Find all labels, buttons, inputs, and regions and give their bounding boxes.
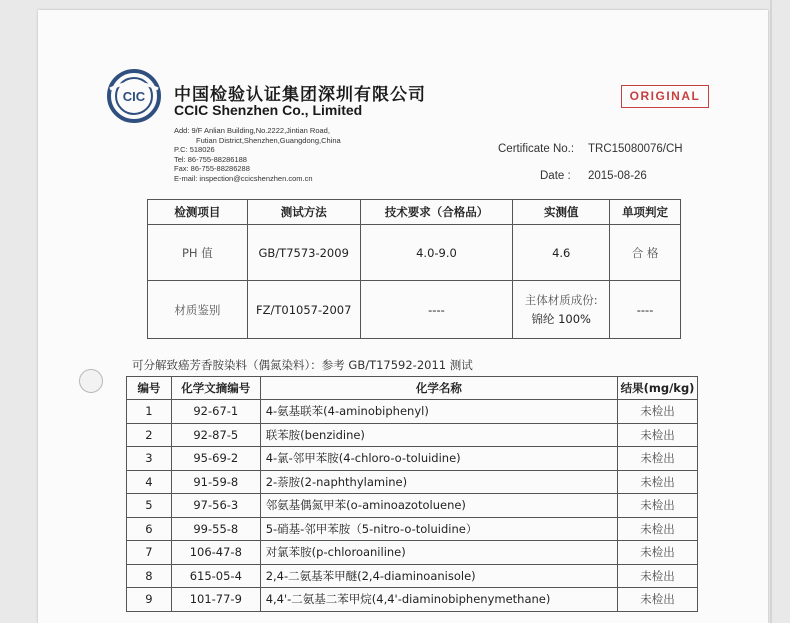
column-header: 测试方法 [247,200,360,225]
date-label: Date : [540,170,571,182]
row-number: 5 [127,494,172,518]
chemical-name: 4,4'-二氨基二苯甲烷(4,4'-diaminobiphenymethane) [260,588,617,612]
test-measured: 4.6 [513,225,610,281]
chemical-name: 2,4-二氨基苯甲醚(2,4-diaminoanisole) [260,564,617,588]
ccic-logo-icon [104,69,164,123]
column-header: 技术要求（合格品） [360,200,513,225]
chemical-name: 4-氯-邻甲苯胺(4-chloro-o-toluidine) [260,447,617,471]
test-judgement: ---- [610,281,681,339]
result-value: 未检出 [618,494,698,518]
cas-number: 95-69-2 [171,447,260,471]
column-header: 化学文摘编号 [171,377,260,400]
test-method: GB/T7573-2009 [247,225,360,281]
row-number: 1 [127,400,172,424]
row-number: 7 [127,541,172,565]
test-requirement: 4.0-9.0 [360,225,513,281]
column-header: 实测值 [513,200,610,225]
table-header-row [148,200,681,225]
measured-line: 主体材质成份: [524,292,598,307]
punch-hole [79,369,103,393]
company-name-cn: 中国检验认证集团深圳有限公司 [174,85,426,105]
result-value: 未检出 [618,447,698,471]
result-value: 未检出 [618,517,698,541]
azo-test-note: 可分解致癌芳香胺染料（偶氮染料）：参考 GB/T17592-2011 测试 [132,358,473,372]
date-value: 2015-08-26 [588,170,647,182]
address-line: Tel: 86-755-88286188 [174,154,247,164]
table-row [148,281,681,339]
address-line: Futian District,Shenzhen,Guangdong,China [196,135,341,145]
cas-number: 101-77-9 [171,588,260,612]
test-results-table [147,199,681,339]
table-row [127,400,698,424]
row-number: 4 [127,470,172,494]
table-row [148,225,681,281]
result-value: 未检出 [618,400,698,424]
table-row [127,541,698,565]
result-value: 未检出 [618,423,698,447]
column-header: 单项判定 [610,200,681,225]
cas-number: 92-87-5 [171,423,260,447]
chemical-name: 邻氨基偶氮甲苯(o-aminoazotoluene) [260,494,617,518]
azo-dyes-table [126,376,698,612]
column-header: 检测项目 [148,200,248,225]
result-value: 未检出 [618,541,698,565]
test-requirement: ---- [360,281,513,339]
column-header: 编号 [127,377,172,400]
column-header: 化学名称 [260,377,617,400]
original-stamp: ORIGINAL [621,85,709,108]
row-number: 8 [127,564,172,588]
column-header: 结果(mg/kg) [618,377,698,400]
chemical-name: 2-萘胺(2-naphthylamine) [260,470,617,494]
certificate-date [540,170,647,182]
certificate-label: Certificate No.: [498,143,575,155]
row-number: 3 [127,447,172,471]
table-row [127,447,698,471]
chemical-name: 4-氨基联苯(4-aminobiphenyl) [260,400,617,424]
table-row [127,564,698,588]
table-row [127,588,698,612]
result-value: 未检出 [618,564,698,588]
test-measured [513,281,610,339]
test-method: FZ/T01057-2007 [247,281,360,339]
cas-number: 92-67-1 [171,400,260,424]
chemical-name: 5-硝基-邻甲苯胺（5-nitro-o-toluidine） [260,517,617,541]
cas-number: 615-05-4 [171,564,260,588]
measured-line: 锦纶 100% [531,311,591,326]
certificate-number [498,143,683,155]
test-judgement: 合 格 [610,225,681,281]
row-number: 6 [127,517,172,541]
table-row [127,470,698,494]
company-name-en: CCIC Shenzhen Co., Limited [174,102,363,118]
table-header-row [127,377,698,400]
cas-number: 97-56-3 [171,494,260,518]
address-block [174,126,341,184]
result-value: 未检出 [618,588,698,612]
test-item: PH 值 [148,225,248,281]
row-number: 9 [127,588,172,612]
table-row [127,494,698,518]
chemical-name: 对氯苯胺(p-chloroaniline) [260,541,617,565]
cas-number: 99-55-8 [171,517,260,541]
certificate-value: TRC15080076/CH [588,143,683,155]
table-row [127,517,698,541]
address-line: Fax: 86-755-88286288 [174,164,250,174]
test-item: 材质鉴别 [148,281,248,339]
table-row [127,423,698,447]
address-line: E-mail: inspection@ccicshenzhen.com.cn [174,173,313,183]
cas-number: 91-59-8 [171,470,260,494]
page-edge [770,0,772,623]
cas-number: 106-47-8 [171,541,260,565]
chemical-name: 联苯胺(benzidine) [260,423,617,447]
address-line: P.C: 518026 [174,145,215,155]
address-line: Add: 9/F Anlian Building,No.2222,Jintian Road, [174,126,330,135]
logo-text: CIC [122,89,146,104]
result-value: 未检出 [618,470,698,494]
row-number: 2 [127,423,172,447]
